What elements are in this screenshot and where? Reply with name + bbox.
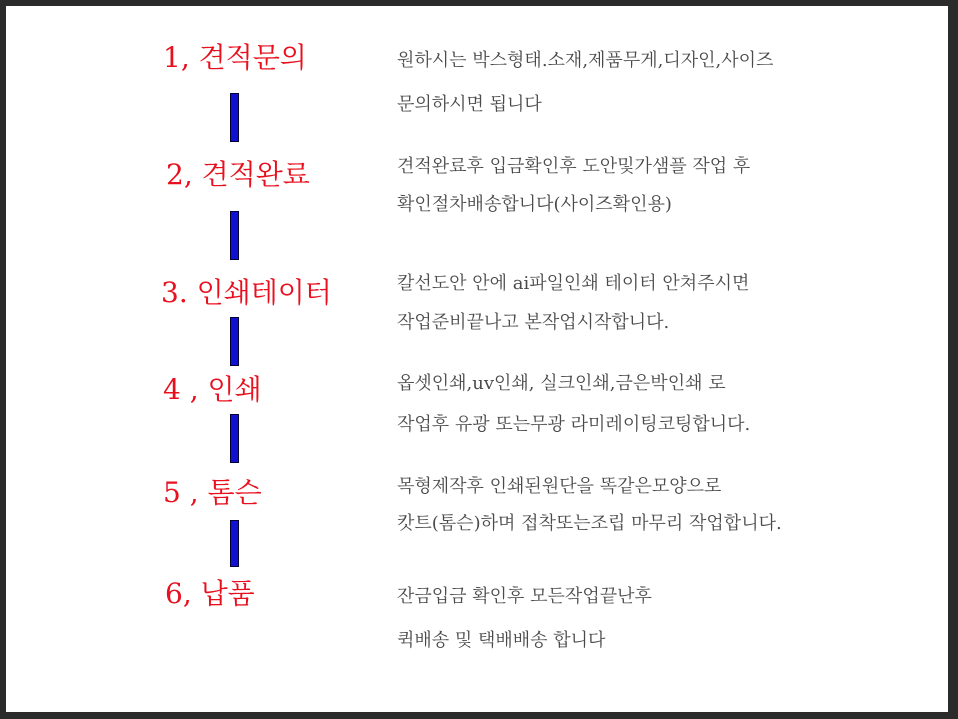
step-1-title: 1, 견적문의 [163, 41, 307, 74]
step-2-title: 2, 견적완료 [166, 158, 310, 191]
step-connector-3 [230, 317, 239, 366]
step-4-desc-line-2: 작업후 유광 또는무광 라미레이팅코팅합니다. [397, 414, 751, 435]
step-connector-4 [230, 414, 239, 463]
step-4-title: 4 , 인쇄 [163, 373, 262, 406]
step-2-desc-line-2: 확인절차배송합니다(사이즈확인용) [397, 194, 672, 215]
step-2-desc-line-1: 견적완료후 입금확인후 도안및가샘플 작업 후 [397, 156, 751, 177]
step-4-desc-line-1: 옵셋인쇄,uv인쇄, 실크인쇄,금은박인쇄 로 [397, 373, 726, 394]
step-3-title: 3. 인쇄테이터 [161, 276, 332, 309]
step-5-title: 5 , 톰슨 [163, 476, 262, 509]
step-connector-2 [230, 211, 239, 260]
step-1-desc-line-1: 원하시는 박스형태.소재,제품무게,디자인,사이즈 [397, 50, 774, 71]
step-connector-1 [230, 93, 239, 142]
step-6-desc-line-1: 잔금입금 확인후 모든작업끝난후 [397, 586, 652, 607]
step-5-desc-line-1: 목형제작후 인쇄된원단을 똑같은모양으로 [397, 476, 722, 497]
step-3-desc-line-1: 칼선도안 안에 ai파일인쇄 테이터 안쳐주시면 [397, 273, 750, 294]
step-5-desc-line-2: 캇트(톰슨)하며 접착또는조립 마무리 작업합니다. [397, 513, 782, 534]
step-1-desc-line-2: 문의하시면 됩니다 [397, 94, 542, 115]
step-connector-5 [230, 520, 239, 567]
step-3-desc-line-2: 작업준비끝나고 본작업시작합니다. [397, 312, 670, 333]
step-6-desc-line-2: 퀵배송 및 택배배송 합니다 [397, 630, 606, 651]
step-6-title: 6, 납품 [165, 577, 255, 610]
process-page [6, 6, 948, 712]
